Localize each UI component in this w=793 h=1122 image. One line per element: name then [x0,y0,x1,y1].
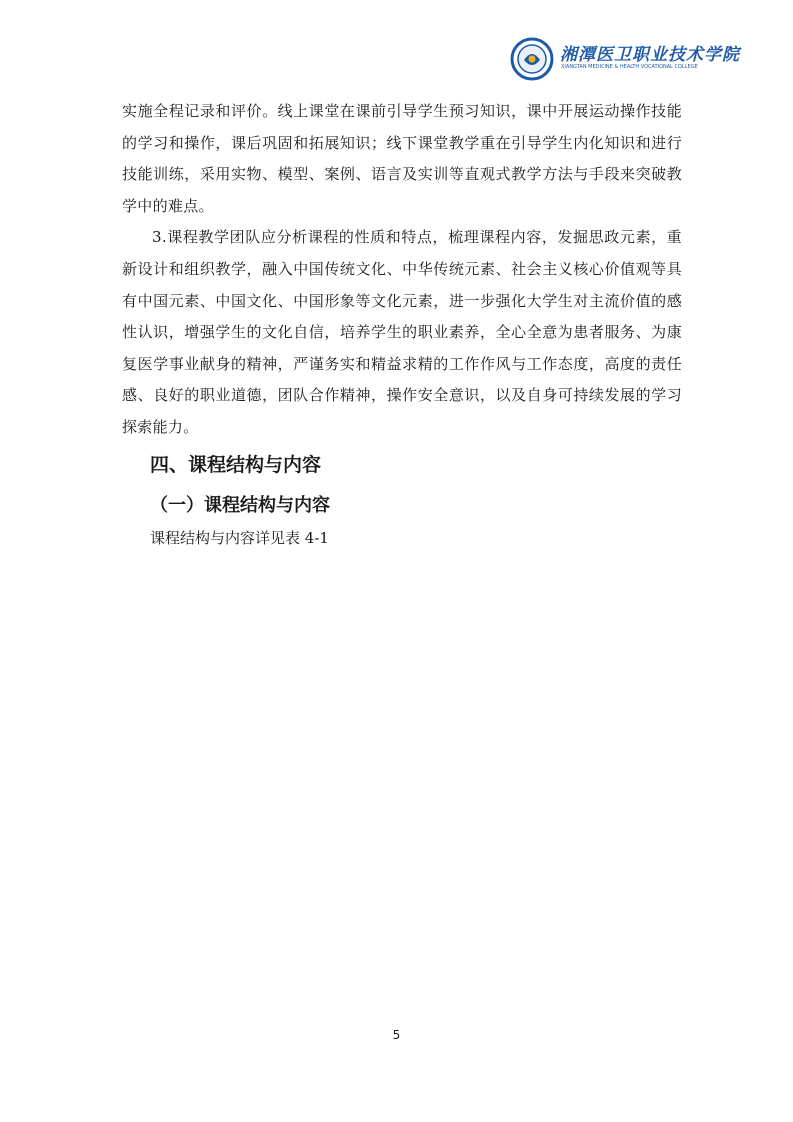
subsection-heading: （一）课程结构与内容 [150,495,330,516]
paragraph-item-3: 3.课程教学团队应分析课程的性质和特点，梳理课程内容，发掘思政元素，重新设计和组织教学，融入中国传统文化、中华传统元素、社会主义核心价值观等具有中国元素、中国文化、中国形象等文化元素，进一步强化大学生对主流价值的感性认识，增强学生的文化自信，培养学生的职业素养，全心全意为患者服务、为康复医学事业献身的精神，严谨务实和精益求精的工作作风与工作态度，高度的责任感、良好的职业道德，团队合作精神，操作安全意识，以及自身可持续发展的学习探索能力。 [122,228,682,436]
section-heading: 四、课程结构与内容 [150,454,322,476]
body-text [122,96,682,444]
table-reference: 课程结构与内容详见表 4-1 [150,529,329,547]
paragraph-continued: 实施全程记录和评价。线上课堂在课前引导学生预习知识，课中开展运动操作技能的学习和操作，课后巩固和拓展知识；线下课堂教学重在引导学生内化知识和进行技能训练，采用实物、模型、案例、语言及实训等直观式教学方法与手段来突破教学中的难点。 [122,102,682,215]
college-logo [510,36,740,82]
logo-name: 湘潭医卫职业技术学院 [560,45,740,65]
logo-english: XIANGTAN MEDICINE & HEALTH VOCATIONAL COLLEGE [561,64,698,70]
page-number: 5 [392,1028,401,1042]
